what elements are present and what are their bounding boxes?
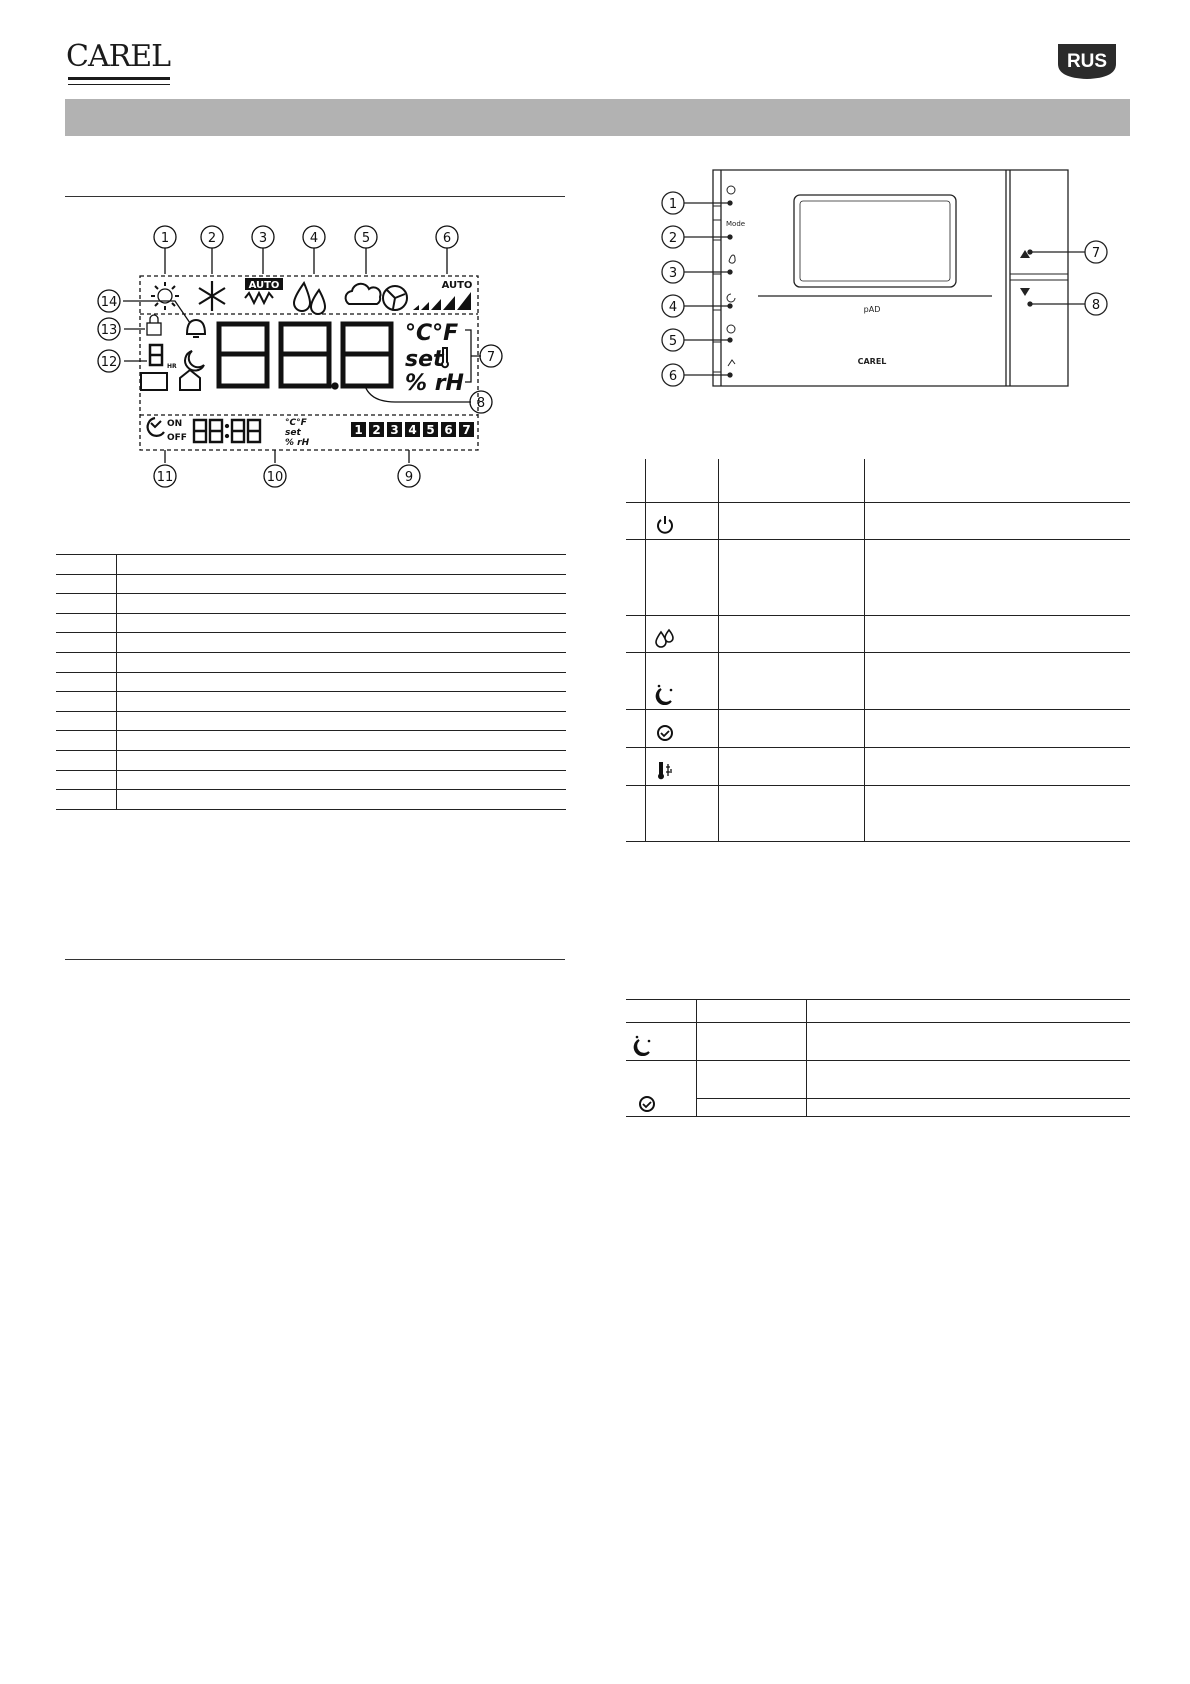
table-row (626, 1061, 1130, 1099)
day-label: 1 (354, 423, 363, 437)
small-unit-label: °C°F (285, 418, 307, 428)
device-callout-3: 3 (668, 266, 678, 281)
table-row (626, 1099, 1130, 1117)
device-callout-7: 7 (1091, 246, 1101, 261)
section-header-bar (65, 99, 1130, 136)
callout-label-4: 4 (309, 231, 319, 246)
section-rule-lower (65, 959, 565, 960)
callout-label-1: 1 (160, 231, 170, 246)
day-label: 5 (426, 423, 435, 437)
device-callout-1: 1 (668, 197, 678, 212)
display-legend-table (56, 554, 566, 810)
table-row (626, 502, 1130, 539)
callout-label-12: 12 (100, 355, 118, 370)
callout-label-3: 3 (258, 231, 268, 246)
callout-label-7: 7 (486, 350, 496, 365)
device-callout-2: 2 (668, 231, 678, 246)
hr-label: HR (167, 363, 177, 370)
small-set-label: set (285, 428, 301, 438)
table-row (56, 652, 566, 672)
logo-underline-thin (68, 84, 170, 86)
device-callout-8: 8 (1091, 298, 1101, 313)
device-front-diagram (650, 162, 1120, 402)
set-label: set (405, 347, 444, 372)
table-row (626, 709, 1130, 747)
pad-label: pAD (863, 305, 881, 314)
table-row (56, 633, 566, 653)
day-label: 3 (390, 423, 399, 437)
table-row (56, 731, 566, 751)
callout-label-6: 6 (442, 231, 452, 246)
power-icon (654, 513, 676, 535)
table-row (56, 711, 566, 731)
carel-logo (66, 39, 171, 74)
table-row (626, 785, 1130, 841)
table-row (56, 750, 566, 770)
callout-label-5: 5 (361, 231, 371, 246)
day-label: 7 (462, 423, 471, 437)
table-row (56, 692, 566, 712)
moon-icon (654, 683, 676, 705)
clock-icon (636, 1092, 658, 1114)
table-row (56, 672, 566, 692)
device-callout-5: 5 (668, 334, 678, 349)
table-row (56, 770, 566, 790)
day-label: 6 (444, 423, 453, 437)
brand-text: CAREL (66, 39, 171, 74)
callout-label-13: 13 (100, 323, 118, 338)
callout-top (154, 226, 458, 274)
table-row (56, 574, 566, 594)
device-callout-6: 6 (668, 369, 678, 384)
modes-table (626, 999, 1130, 1117)
thermometer-icon (654, 759, 676, 781)
mode-key-label: Mode (726, 220, 746, 228)
keys-table (626, 459, 1130, 842)
down-arrow-icon (1020, 288, 1030, 296)
day-label: 2 (372, 423, 381, 437)
callout-label-14: 14 (100, 295, 118, 310)
callout-label-8: 8 (476, 396, 486, 411)
callout-label-9: 9 (404, 470, 414, 485)
drops-icon (654, 626, 676, 648)
callout-label-10: 10 (266, 470, 284, 485)
table-row (56, 594, 566, 614)
unit-label: °C°F (405, 321, 459, 346)
auto-badge: AUTO (248, 280, 280, 291)
table-row (626, 1023, 1130, 1061)
table-row (56, 613, 566, 633)
moon-icon (632, 1034, 654, 1056)
section-rule-display (65, 196, 565, 197)
callout-label-2: 2 (207, 231, 217, 246)
clock-icon (654, 721, 676, 743)
device-callout-4: 4 (668, 300, 678, 315)
table-row (626, 539, 1130, 615)
language-badge-label: RUS (1066, 51, 1108, 72)
clock-off-label: OFF (167, 433, 187, 443)
table-row (626, 1000, 1130, 1023)
table-row (56, 790, 566, 810)
table-row (626, 652, 1130, 709)
callout-label-11: 11 (156, 470, 174, 485)
device-brand-label: CAREL (857, 357, 887, 366)
table-row (626, 747, 1130, 785)
logo-underline (68, 77, 170, 80)
clock-on-label: ON (167, 419, 183, 429)
rh-label: % rH (405, 371, 464, 396)
day-label: 4 (408, 423, 417, 437)
table-row (626, 459, 1130, 502)
table-row (56, 555, 566, 575)
fan-auto-label: AUTO (441, 280, 473, 291)
language-badge (1058, 42, 1116, 80)
small-rh-label: % rH (285, 438, 310, 448)
lcd-display-diagram (95, 218, 555, 498)
table-row (626, 615, 1130, 652)
